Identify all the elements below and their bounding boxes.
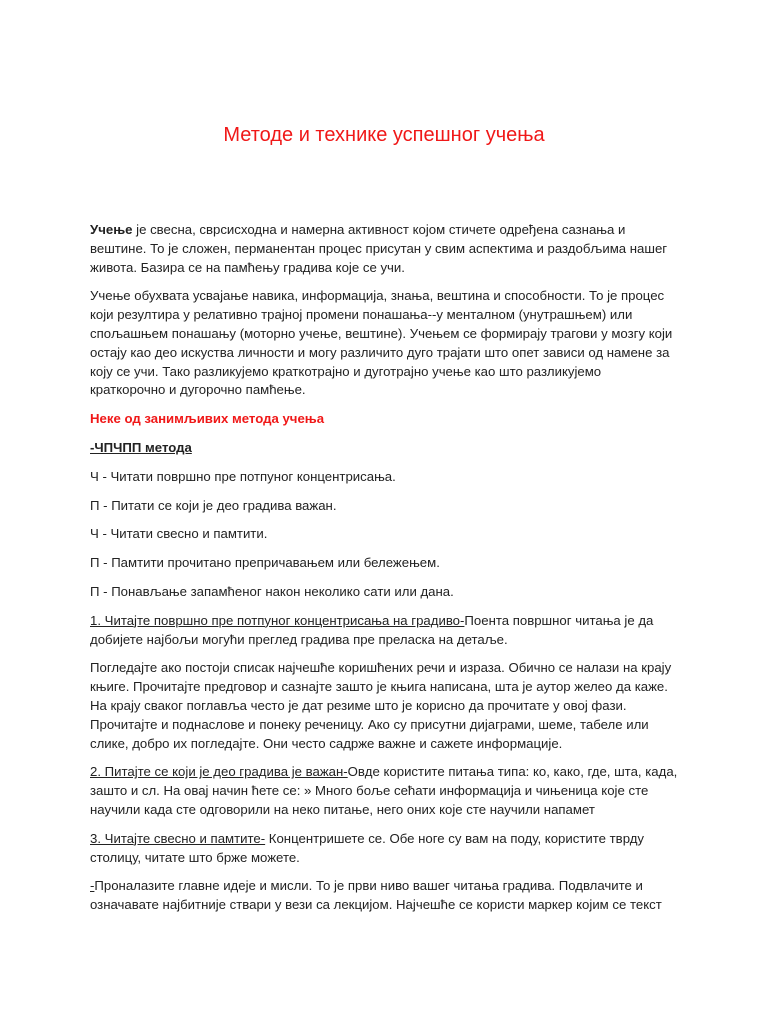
step-4: П - Памтити прочитано препричавањем или бележењем.	[90, 555, 440, 571]
section-3-detail	[90, 877, 678, 915]
step-5: П - Понављање запамћеног након неколико сати или дана.	[90, 583, 454, 599]
section-1	[90, 612, 678, 650]
section-1-detail: Погледајте ако постоји списак најчешће коришћених речи и израза. Обично се налази на крају књиге. Прочитајте предговор и сазнајте зашто је књига написана, шта је аутор желео да каже. На крају сваког поглавља често је дат резиме што је корисно да прочитате у овој фази. Прочитајте и поднаслове и понеку реченицу. Ако су присутни дијаграми, шеме, табеле или слике, добро их погледајте. Они често садрже важне и сажете информације.	[90, 660, 672, 751]
step-2: П - Питати се који је део градива важан.	[90, 497, 337, 513]
methods-heading: Неке од занимљивих метода учења	[90, 411, 325, 427]
intro-term: Учење	[90, 222, 133, 237]
step-1: Ч - Читати површно пре потпуног концентрисања.	[90, 468, 396, 484]
section-1-text: Поента површног читања је да добијете најбољи могући преглед градива пре преласка на детаље.	[90, 612, 654, 647]
section-3-heading: 3. Читајте свесно и памтите-	[90, 830, 266, 846]
section-2	[90, 763, 678, 819]
section-1-heading: 1. Читајте површно пре потпуног концентрисања на градиво-	[90, 612, 465, 628]
intro-text: је свесна, сврсисходна и намерна активност којом стичете одређена сазнања и вештине. То је сложен, перманентан процес присутан у свим аспектима и раздобљима нашег живота. Базира се на памћењу градива које се учи.	[90, 222, 668, 275]
method-name: -ЧПЧПП метода	[90, 439, 192, 455]
section-3-detail-dash: -	[90, 878, 95, 894]
section-3-detail-text: Проналазите главне идеје и мисли. То је први ниво вашег читања градива. Подвлачите и означавате најбитније ствари у вези са лекцијом. Најчешће се користи маркер којим се текст	[90, 878, 662, 913]
document-title: Методе и технике успешног учења	[223, 124, 545, 146]
section-3	[90, 830, 678, 868]
section-2-text: Овде користите питања типа: ко, како, где, шта, када, зашто и сл. На овај начин ћете се: » Много боље сећати информација и чињеница које сте научили када сте одговорили на неко питање, него оних које сте научили напамет	[90, 764, 678, 817]
intro-paragraph	[90, 221, 678, 277]
paragraph-learning: Учење обухвата усвајање навика, информација, знања, вештина и способности. То је процес који резултира у релативно трајној промени понашања--у менталном (унутрашњем) или спољашњем понашању (моторно учење, вештине). Учењем се формирају трагови у мозгу који остају као део искуства личности и могу различито дуго трајати што опет зависи од намене за коју се учи. Тако разликујемо краткотрајно и дуготрајно учење као што разликујемо краткорочно и дугорочно памћење.	[90, 288, 673, 398]
section-3-text: Концентришете се. Обе ноге су вам на поду, користите тврду столицу, читате што брже можете.	[90, 830, 645, 865]
document-body	[90, 221, 678, 925]
step-3: Ч - Читати свесно и памтити.	[90, 526, 268, 542]
section-2-heading: 2. Питајте се који је део градива је важан-	[90, 764, 348, 780]
